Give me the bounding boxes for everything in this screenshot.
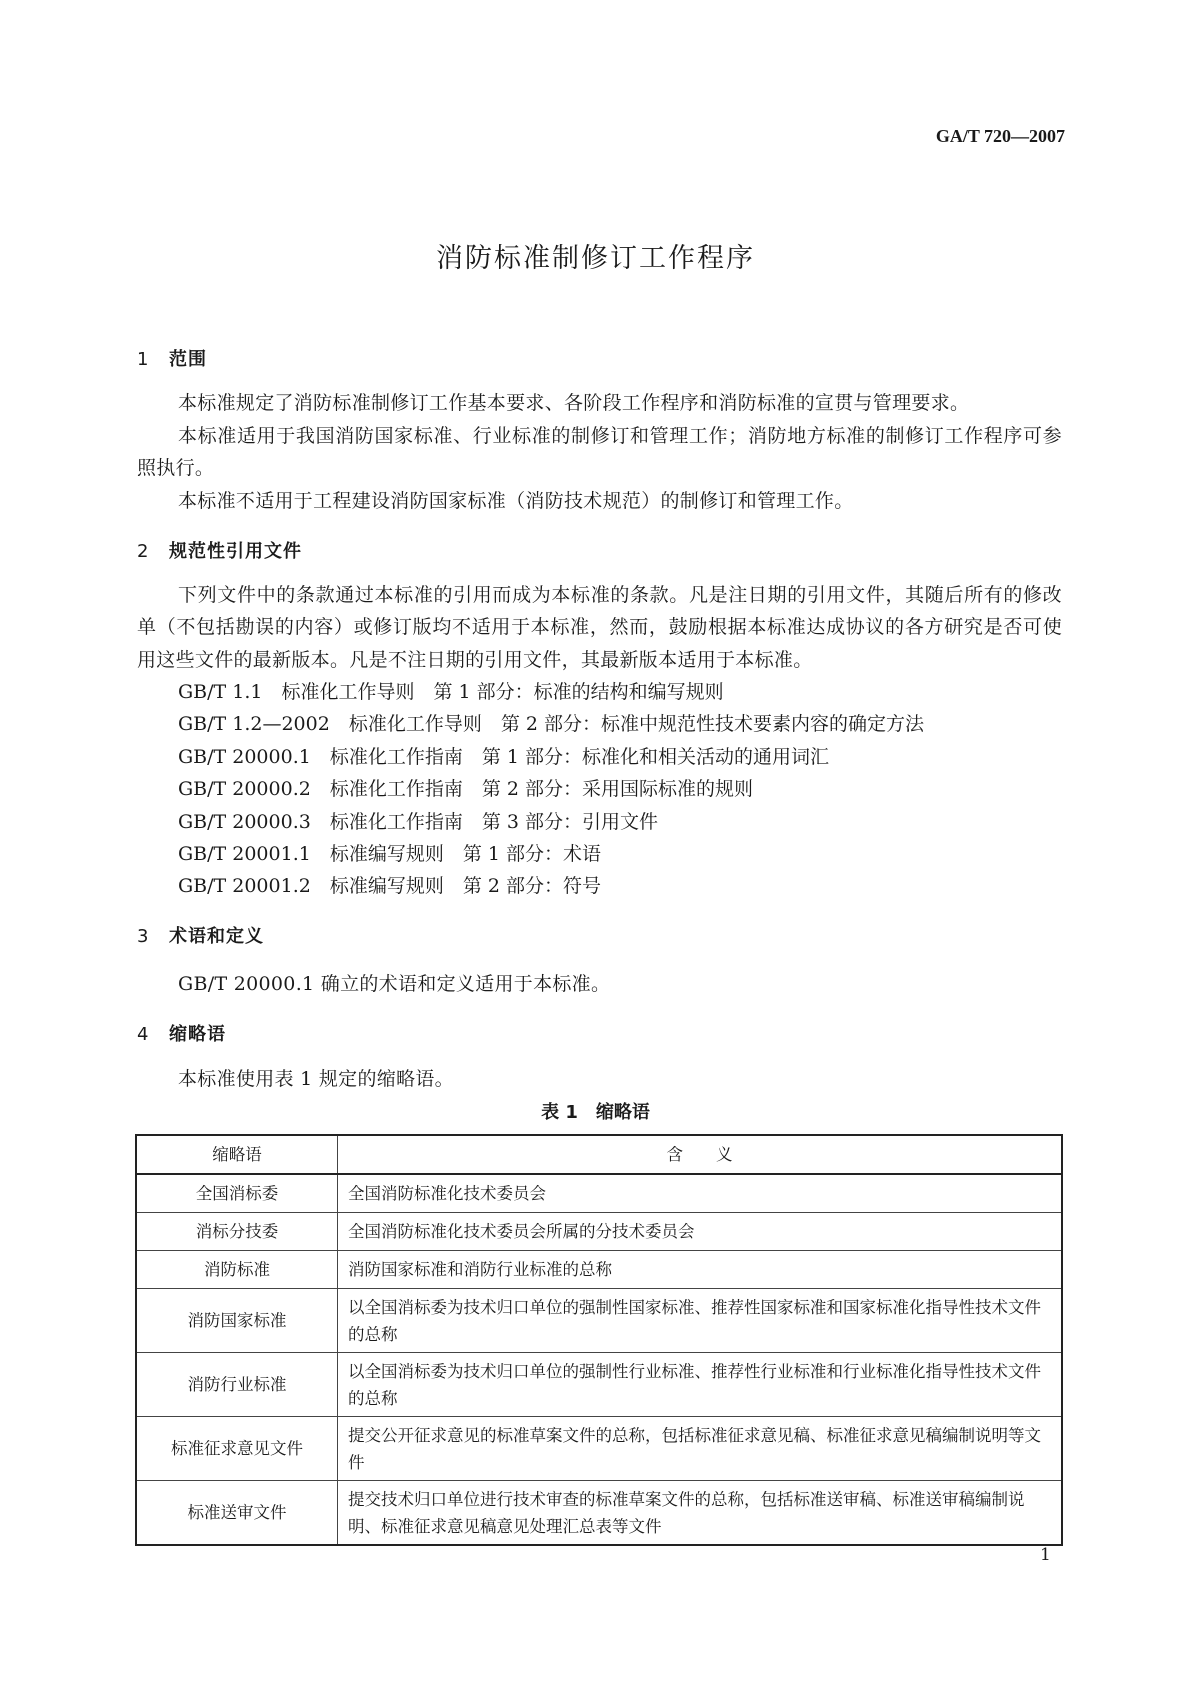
reference-item: GB/T 1.1 标准化工作导则 第 1 部分：标准的结构和编写规则 bbox=[178, 681, 724, 703]
abbr-cell: 消防行业标准 bbox=[136, 1353, 338, 1417]
meaning-cell: 提交公开征求意见的标准草案文件的总称，包括标准征求意见稿、标准征求意见稿编制说明等文件 bbox=[338, 1417, 1063, 1481]
meaning-cell: 全国消防标准化技术委员会 bbox=[338, 1174, 1063, 1213]
section-title: 规范性引用文件 bbox=[169, 541, 302, 562]
column-header: 含 义 bbox=[338, 1135, 1063, 1174]
section-heading-abbreviations bbox=[137, 1020, 226, 1046]
paragraph: 本标准规定了消防标准制修订工作基本要求、各阶段工作程序和消防标准的宣贯与管理要求。 bbox=[178, 392, 970, 414]
section-heading-scope bbox=[137, 345, 207, 371]
section-title: 术语和定义 bbox=[169, 926, 264, 947]
table-caption: 表 1 缩略语 bbox=[541, 1102, 650, 1123]
abbr-cell: 消防国家标准 bbox=[136, 1289, 338, 1353]
meaning-cell: 消防国家标准和消防行业标准的总称 bbox=[338, 1251, 1063, 1289]
abbr-cell: 消防标准 bbox=[136, 1251, 338, 1289]
reference-item: GB/T 20000.3 标准化工作指南 第 3 部分：引用文件 bbox=[178, 811, 658, 833]
meaning-cell: 全国消防标准化技术委员会所属的分技术委员会 bbox=[338, 1213, 1063, 1251]
paragraph: 下列文件中的条款通过本标准的引用而成为本标准的条款。凡是注日期的引用文件，其随后所有的修改单（不包括勘误的内容）或修订版均不适用于本标准，然而，鼓励根据本标准达成协议的各方研究是否可使用这些文件的最新版本。凡是不注日期的引用文件，其最新版本适用于本标准。 bbox=[137, 584, 1062, 671]
abbr-cell: 标准征求意见文件 bbox=[136, 1417, 338, 1481]
standard-code: GA/T 720—2007 bbox=[935, 126, 1065, 146]
section-number: 2 bbox=[137, 541, 150, 562]
abbr-cell: 标准送审文件 bbox=[136, 1481, 338, 1546]
section-title: 范围 bbox=[169, 349, 207, 370]
table-row bbox=[136, 1353, 1062, 1417]
section-heading-terms bbox=[137, 922, 264, 948]
reference-item: GB/T 20000.1 标准化工作指南 第 1 部分：标准化和相关活动的通用词汇 bbox=[178, 746, 829, 768]
section-number: 3 bbox=[137, 926, 150, 947]
reference-item: GB/T 20000.2 标准化工作指南 第 2 部分：采用国际标准的规则 bbox=[178, 778, 753, 800]
abbreviations-table bbox=[135, 1134, 1063, 1546]
table-row bbox=[136, 1481, 1062, 1546]
meaning-cell: 以全国消标委为技术归口单位的强制性国家标准、推荐性国家标准和国家标准化指导性技术文件的总称 bbox=[338, 1289, 1063, 1353]
reference-item: GB/T 20001.1 标准编写规则 第 1 部分：术语 bbox=[178, 843, 601, 865]
section-heading-normative-references bbox=[137, 537, 302, 563]
table-row bbox=[136, 1174, 1062, 1213]
section-number: 4 bbox=[137, 1024, 150, 1045]
table-row bbox=[136, 1417, 1062, 1481]
table-row bbox=[136, 1251, 1062, 1289]
column-header: 缩略语 bbox=[136, 1135, 338, 1174]
table-row bbox=[136, 1213, 1062, 1251]
abbr-cell: 消标分技委 bbox=[136, 1213, 338, 1251]
paragraph: 本标准适用于我国消防国家标准、行业标准的制修订和管理工作；消防地方标准的制修订工作程序可参照执行。 bbox=[137, 425, 1062, 480]
reference-item: GB/T 20001.2 标准编写规则 第 2 部分：符号 bbox=[178, 875, 601, 897]
paragraph: 本标准不适用于工程建设消防国家标准（消防技术规范）的制修订和管理工作。 bbox=[178, 490, 854, 512]
document-title: 消防标准制修订工作程序 bbox=[436, 243, 755, 274]
reference-item: GB/T 1.2—2002 标准化工作导则 第 2 部分：标准中规范性技术要素内容的确定方法 bbox=[178, 713, 924, 735]
paragraph: 本标准使用表 1 规定的缩略语。 bbox=[178, 1068, 454, 1090]
section-title: 缩略语 bbox=[169, 1024, 226, 1045]
table-row bbox=[136, 1289, 1062, 1353]
page-number: 1 bbox=[1040, 1545, 1051, 1565]
abbr-cell: 全国消标委 bbox=[136, 1174, 338, 1213]
section-number: 1 bbox=[137, 349, 150, 370]
meaning-cell: 以全国消标委为技术归口单位的强制性行业标准、推荐性行业标准和行业标准化指导性技术文件的总称 bbox=[338, 1353, 1063, 1417]
paragraph: GB/T 20000.1 确立的术语和定义适用于本标准。 bbox=[178, 973, 611, 995]
meaning-cell: 提交技术归口单位进行技术审查的标准草案文件的总称，包括标准送审稿、标准送审稿编制说明、标准征求意见稿意见处理汇总表等文件 bbox=[338, 1481, 1063, 1546]
table-header-row bbox=[136, 1135, 1062, 1174]
